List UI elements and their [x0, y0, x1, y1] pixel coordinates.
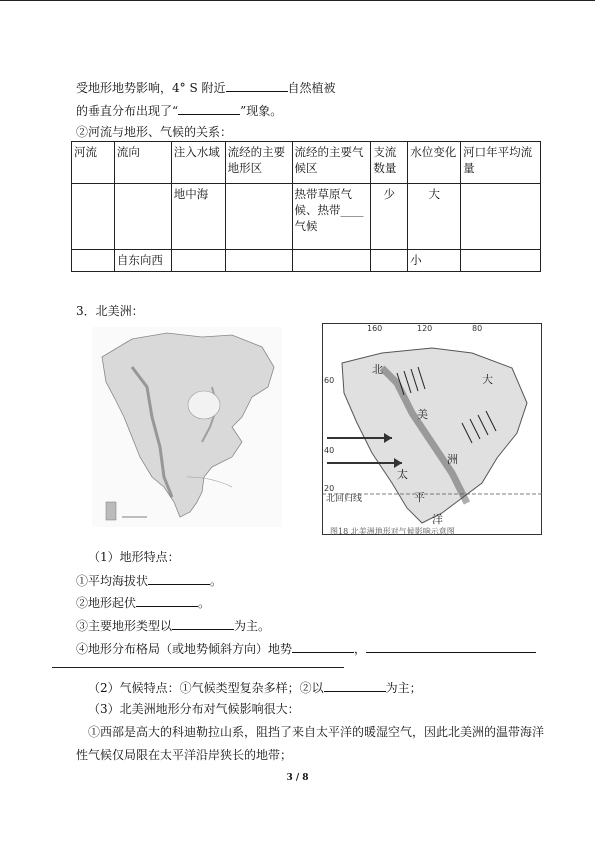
table-cell[interactable]: [72, 184, 115, 250]
text-fragment: ③主要地形类型以: [76, 619, 173, 633]
longitude-label: 80: [472, 324, 483, 333]
tropic-label: 北回归线: [326, 494, 363, 504]
table-header-cell: 注入水域: [171, 142, 225, 184]
table-header-row: [72, 142, 541, 184]
table-cell[interactable]: [461, 250, 541, 272]
map-caption: 图18 北美洲地形对气候影响示意图: [330, 527, 455, 536]
table-row: [72, 184, 541, 250]
table-cell[interactable]: [72, 250, 115, 272]
text-fragment: 。: [210, 574, 223, 588]
text-fragment: 。: [198, 596, 211, 610]
table-cell[interactable]: [292, 250, 371, 272]
table-header-cell: 支流数量: [371, 142, 408, 184]
map-label: 太: [397, 468, 408, 481]
table-header-cell: 水位变化: [408, 142, 461, 184]
map-label: 北: [372, 363, 383, 376]
influence-title: （3）北美洲地形分布对气候影响很大：: [88, 702, 300, 716]
table-cell[interactable]: [371, 250, 408, 272]
text-fragment: ”现象。: [240, 104, 283, 118]
text-fragment: ，: [354, 642, 367, 656]
text-fragment: （2）气候特点：①气候类型复杂多样；②以: [88, 681, 324, 695]
table-header-cell: 流经的主要气候区: [292, 142, 371, 184]
answer-blank[interactable]: [172, 617, 234, 630]
text-fragment: ②地形起伏: [76, 596, 137, 610]
map-label: 美: [417, 408, 428, 421]
answer-blank[interactable]: [292, 640, 354, 653]
page-top-rule: [0, 0, 595, 1]
map-label: 洋: [432, 513, 443, 526]
terrain-item-1: [76, 572, 222, 589]
table-header-cell: 流向: [114, 142, 171, 184]
text-fragment: 为主。: [234, 619, 271, 633]
influence-paragraph: 性气候仅局限在太平洋沿岸狭长的地带；: [76, 748, 293, 762]
river-relation-heading: ②河流与地形、气候的关系：: [76, 125, 233, 139]
table-cell[interactable]: [225, 250, 292, 272]
text-fragment: ④地形分布格局（或地势倾斜方向）地势: [76, 642, 293, 656]
map-label: 大: [482, 373, 493, 386]
table-cell: 少: [371, 184, 408, 250]
latitude-label: 60: [324, 376, 335, 385]
text-fragment: 受地形地势影响，4° S 附近: [76, 81, 226, 95]
table-cell[interactable]: [225, 184, 292, 250]
answer-blank[interactable]: [178, 102, 240, 115]
table-row: [72, 250, 541, 272]
section-north-america: 3．北美洲：: [76, 304, 144, 318]
table-cell[interactable]: [461, 184, 541, 250]
table-cell: 热带草原气候、热带____气候: [292, 184, 371, 250]
river-table: [71, 141, 541, 272]
text-fragment: 自然植被: [287, 81, 336, 95]
map-label: 洲: [447, 453, 458, 466]
latitude-label: 20: [324, 484, 335, 493]
answer-blank[interactable]: [226, 79, 288, 92]
table-header-cell: 河流: [72, 142, 115, 184]
table-cell[interactable]: [171, 250, 225, 272]
answer-blank[interactable]: [324, 679, 386, 692]
terrain-item-3: [76, 617, 270, 634]
terrain-item-2: [76, 594, 210, 611]
terrain-item-4: [76, 640, 536, 657]
answer-blank[interactable]: [148, 572, 210, 585]
longitude-label: 160: [367, 324, 383, 333]
answer-blank[interactable]: [366, 640, 536, 653]
map-label: 平: [414, 491, 425, 504]
terrain-title: （1）地形特点：: [88, 550, 180, 564]
text-fragment: 为主；: [385, 681, 422, 695]
table-cell: 大: [408, 184, 461, 250]
north-america-climate-map: [322, 323, 542, 535]
vegetation-line: [76, 79, 336, 96]
latitude-label: 40: [324, 446, 335, 455]
north-america-terrain-map: [92, 327, 282, 527]
influence-paragraph: ①西部是高大的科迪勒拉山系，阻挡了来自太平洋的暖湿空气，因此北美洲的温带海洋: [88, 725, 545, 739]
answer-blank-continuation[interactable]: [52, 667, 344, 668]
table-cell: 地中海: [171, 184, 225, 250]
table-cell: 小: [408, 250, 461, 272]
vertical-distribution-line: [76, 102, 282, 119]
text-fragment: 的垂直分布出现了“: [76, 104, 179, 118]
page-number: 3 / 8: [286, 773, 309, 783]
climate-line: [88, 679, 422, 696]
table-cell: 自东向西: [114, 250, 171, 272]
longitude-label: 120: [417, 324, 433, 333]
table-header-cell: 流经的主要地形区: [225, 142, 292, 184]
answer-blank[interactable]: [136, 594, 198, 607]
table-header-cell: 河口年平均流量: [461, 142, 541, 184]
table-cell[interactable]: [114, 184, 171, 250]
text-fragment: ①平均海拔状: [76, 574, 149, 588]
